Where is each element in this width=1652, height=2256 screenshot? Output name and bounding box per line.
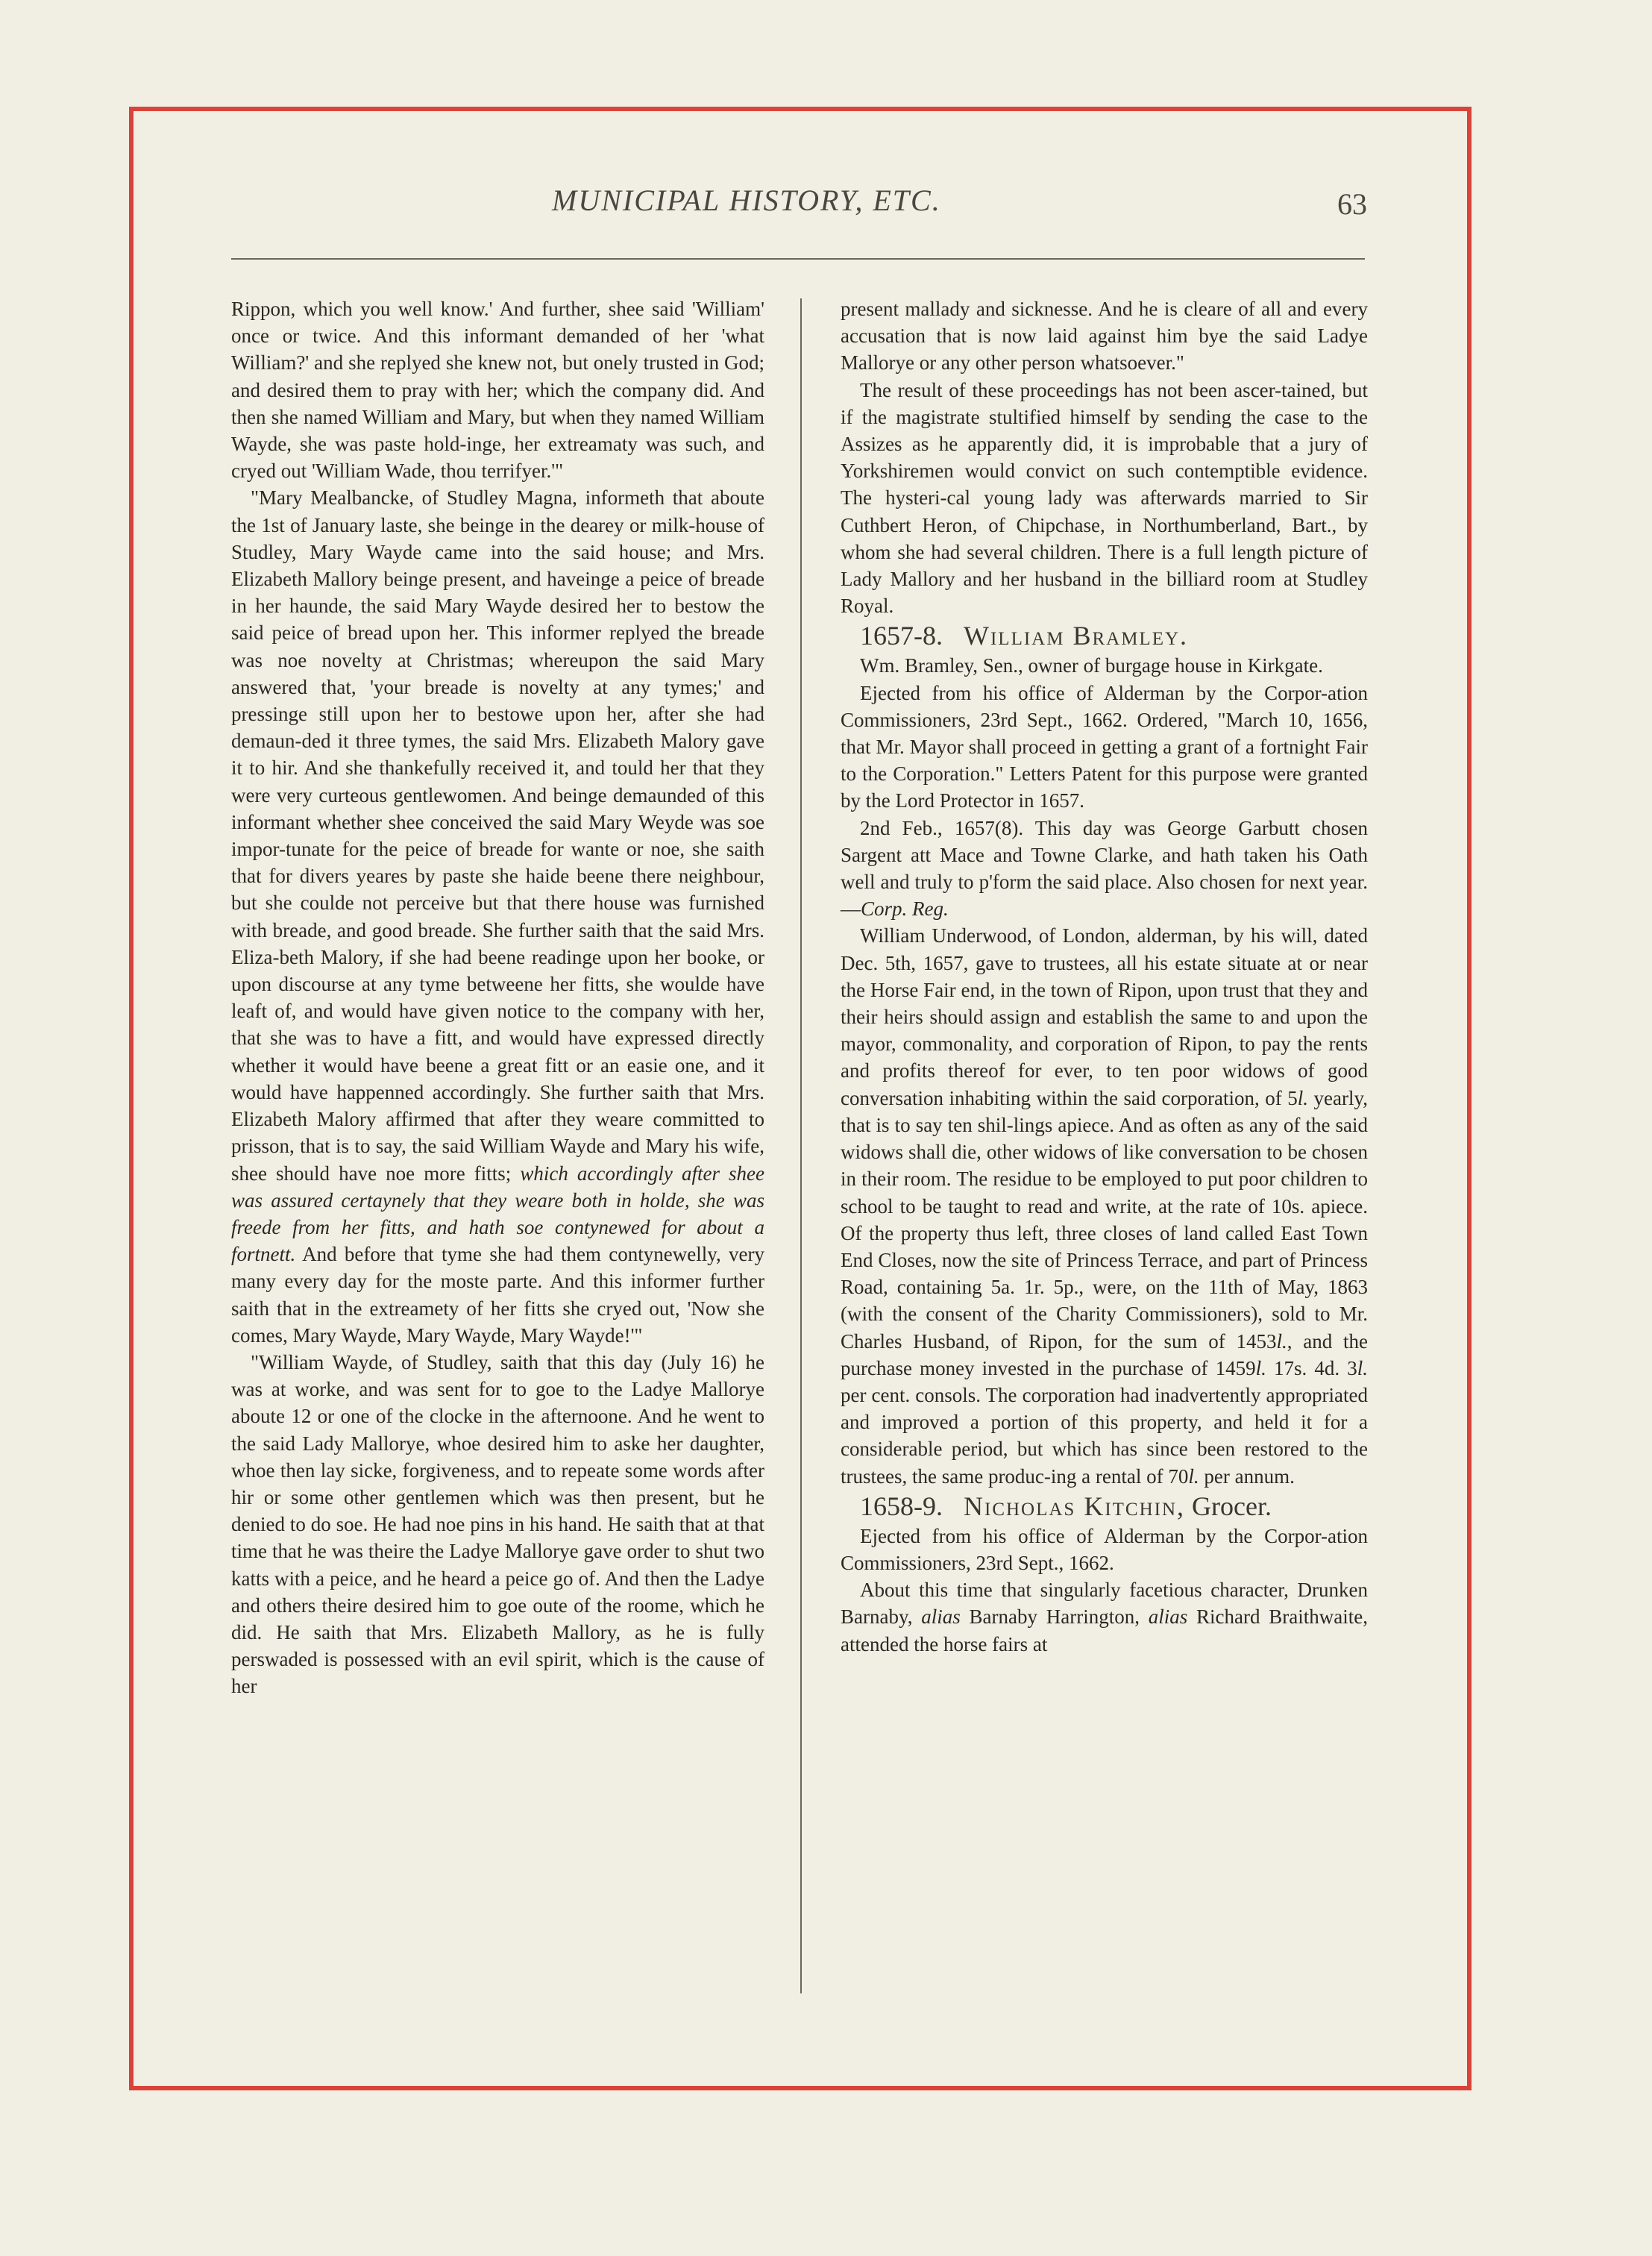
paragraph-text: William Underwood, of London, alderman, by his will, dated Dec. 5th, 1657, gave to trustees, all his estate situate at or near the Horse Fair end, in the town of Ripon, upon trust that they and their heirs should assign and establish the same to and upon the mayor, commonality, and corporation of Ripon, to pay the rents and profits thereof for ever, to ten poor widows of good conversation inhabiting within the said corporation, of 5 <box>841 924 1368 1109</box>
section-trade: Grocer. <box>1192 1491 1272 1521</box>
left-column <box>231 295 764 1700</box>
paragraph-text: And before that tyme she had them contynewelly, very many every day for the moste parte. And this informer further saith that in the extreamety of her fitts she cryed out, 'Now she comes, Mary Wayde, Mary Wayde, Mary Wayde!'" <box>231 1243 765 1347</box>
italic-passage: which accordingly after shee was assured certaynely that they weare both in holde, she was freede from her fitts, and hath soe contynewed for about a fortnett. <box>231 1162 764 1266</box>
paragraph: Ejected from his office of Alderman by the Corpor-ation Commissioners, 23rd Sept., 1662. Ordered, "March 10, 1656, that Mr. Mayor shall proceed in getting a grant of a fortnight Fair to the Corporation." Letters Patent for this purpose were granted by the Lord Protector in 1657. <box>841 681 1368 812</box>
italic-word: alias <box>1148 1605 1188 1629</box>
paragraph-text: per annum. <box>1199 1464 1295 1488</box>
paragraph: Rippon, which you well know.' And further, shee said 'William' once or twice. And this informant demanded of her 'what William?' and she replyed she knew not, but onely trusted in God; and desired them to pray with her; which the company did. And then she named William and Mary, but when they named William Wayde, she was paste hold-inge, her extreamaty was such, and cryed out 'William Wade, thou terrifyer.'" <box>231 298 764 483</box>
paragraph-text: yearly, that is to say ten shil-lings apiece. And as often as any of the said widows shall die, other widows of like conversation to be chosen in their room. The residue to be employed to put poor children to school to be taught to read and write, at the rate of 10s. apiece. Of the property thus left, three closes of land called East Town End Closes, now the site of Princess Terrace, and part of Princess Road, containing 5a. 1r. 5p., were, on the 11th of May, 1863 (with the consent of the Charity Commissioners), sold to Mr. Charles Husband, of Ripon, for the sum of 1453 <box>841 1086 1368 1353</box>
italic-pound-sign: l. <box>1255 1356 1266 1379</box>
running-header: MUNICIPAL HISTORY, ETC. <box>552 184 941 217</box>
italic-word: alias <box>921 1605 961 1629</box>
paragraph-text: Barnaby Harrington, <box>960 1605 1149 1629</box>
section-heading <box>841 619 1368 652</box>
paragraph-text: , and the purchase money invested in the purchase of 1459 <box>841 1329 1368 1379</box>
paragraph <box>841 815 1368 923</box>
section-year: 1657-8. <box>860 621 943 651</box>
paragraph <box>841 922 1368 1489</box>
paragraph-text: Richard Braithwaite, attended the horse fairs at <box>841 1605 1368 1655</box>
paragraph: Wm. Bramley, Sen., owner of burgage house in Kirkgate. <box>860 654 1323 677</box>
italic-pound-sign: l. <box>1357 1356 1368 1379</box>
italic-pound-sign: l. <box>1188 1464 1199 1488</box>
section-name: Nicholas Kitchin, <box>964 1491 1186 1521</box>
paragraph-text: "Mary Mealbancke, of Studley Magna, informeth that aboute the 1st of January laste, she beinge in the dearey or milk-house of Studley, Mary Wayde came into the said house; and Mrs. Elizabeth Mallory beinge present, and haveinge a peice of breade in her haunde, the said Mary Wayde desired her to bestow the said peice of bread upon her. This informer replyed the breade was noe novelty at Christmas; whereupon the said Mary answered that, 'your breade is novelty at any tymes;' and pressinge still upon her to bestowe upon her, after she had demaun-ded it three tymes, the said Mrs. Elizabeth Malory gave it to hir. And she thankefully received it, and tould her that they were very curteous gentlewomen. And beinge demaunded of this informant whether shee conceived the said Mary Weyde was soe impor-tunate for the peice of breade for wante or noe, she saith that for divers yeares by paste she haide beene there neighbour, but she coulde not perceive but that there house was furnished with breade, and good breade. She further saith that the said Mrs. Eliza-beth Malory, if she had beene readinge upon her booke, or upon discourse at any tyme betweene her fitts, she woulde have leaft of, and would have given notice to the company with her, that she was to have a fitt, and would have expressed directly whether it would have beene a great fitt or an easie one, and it would have happenned accordingly. She further saith that Mrs. Elizabeth Malory affirmed that after they weare committed to prisson, that is to say, the said William Wayde and Mary his wife, shee should have noe more fitts; <box>231 486 764 1185</box>
italic-pound-sign: l. <box>1276 1329 1287 1353</box>
paragraph-text: About this time that singularly facetious character, Drunken Barnaby, <box>841 1579 1368 1629</box>
paragraph <box>231 484 764 1349</box>
paragraph: present mallady and sicknesse. And he is cleare of all and every accusation that is now laid against him bye the said Ladye Mallorye or any other person whatsoever." <box>841 298 1368 375</box>
section-name: William Bramley. <box>964 621 1189 651</box>
section-year: 1658-9. <box>860 1491 943 1521</box>
right-column <box>841 295 1368 1658</box>
paragraph <box>841 1576 1368 1658</box>
paragraph: The result of these proceedings has not been ascer-tained, but if the magistrate stultified himself by sending the case to the Assizes as he apparently did, it is improbable that a jury of Yorkshiremen would convict on such contemptible evidence. The hysteri-cal young lady was afterwards married to Sir Cuthbert Heron, of Chipchase, in Northumberland, Bart., by whom she had several children. There is a full length picture of Lady Mallory and her husband in the billiard room at Studley Royal. <box>841 378 1368 618</box>
column-divider <box>800 298 802 1993</box>
paragraph-text: 17s. 4d. 3 <box>1266 1356 1357 1379</box>
italic-pound-sign: l. <box>1297 1086 1309 1109</box>
section-heading <box>841 1490 1368 1523</box>
header-rule <box>231 258 1365 260</box>
paragraph-text: per cent. consols. The corporation had inadvertently appropriated and improved a portion of this property, and held it for a considerable period, but which has since been restored to the trustees, the same produc-ing a rental of 70 <box>841 1383 1368 1488</box>
page-number: 63 <box>1337 187 1367 221</box>
paragraph-text: 2nd Feb., 1657(8). This day was George Garbutt chosen Sargent att Mace and Towne Clarke, and hath taken his Oath well and truly to p'form the said place. Also chosen for next year.— <box>841 816 1368 921</box>
paragraph: Ejected from his office of Alderman by the Corpor-ation Commissioners, 23rd Sept., 1662. <box>841 1524 1368 1574</box>
italic-citation: Corp. Reg. <box>861 897 949 921</box>
paragraph: "William Wayde, of Studley, saith that this day (July 16) he was at worke, and was sent for to goe to the Ladye Mallorye aboute 12 or one of the clocke in the afternoone. And he went to the said Lady Mallorye, whoe desired him to aske her daughter, whoe then lay sicke, forgiveness, and to repeate some words after hir or some other gentlemen which was then present, but he denied to do soe. He had noe pins in his hand. He saith that at that time that he was theire the Ladye Mallorye gave order to shut two katts with a peice, and he heard a peice go of. And then the Ladye and others theire desired him to goe oute of the roome, which he did. He saith that Mrs. Elizabeth Mallory, as he is fully perswaded is possessed with an evil spirit, which is the cause of her <box>231 1350 764 1698</box>
